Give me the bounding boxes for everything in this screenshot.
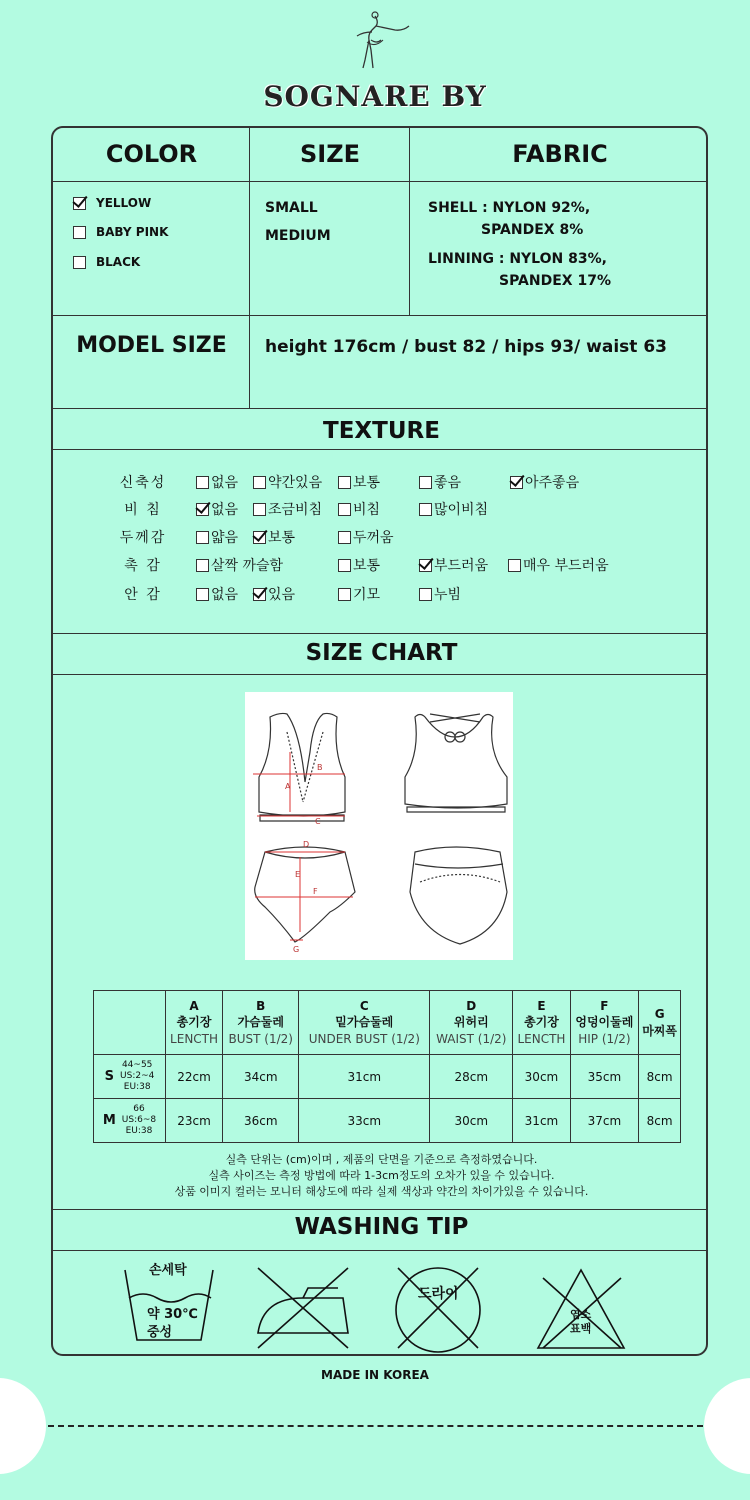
note-line: 상품 이미지 컬러는 모니터 해상도에 따라 실제 색상과 약간의 차이가있을 수 있습니다. bbox=[174, 1185, 589, 1198]
decor-circle-left bbox=[0, 1378, 46, 1474]
diagram-label-g: G bbox=[293, 945, 300, 954]
checkbox-icon[interactable] bbox=[196, 476, 209, 489]
size-cell: M 66 US:6~8 EU:38 bbox=[94, 1099, 166, 1143]
diagram-label-b: B bbox=[317, 763, 323, 772]
washing-title: WASHING TIP bbox=[294, 1214, 469, 1240]
texture-option[interactable] bbox=[338, 555, 380, 575]
diagram-label-d: D bbox=[303, 840, 310, 849]
table-cell: 28cm bbox=[430, 1055, 513, 1099]
checkbox-icon[interactable] bbox=[73, 226, 86, 239]
texture-option-label: 기모 bbox=[353, 587, 381, 603]
size-table-header bbox=[94, 991, 681, 1055]
texture-option[interactable] bbox=[338, 584, 380, 604]
texture-option-label: 살짝 까슬함 bbox=[211, 558, 284, 574]
texture-option-label: 많이비침 bbox=[434, 502, 489, 518]
texture-option[interactable] bbox=[510, 472, 579, 492]
table-corner bbox=[94, 991, 166, 1055]
note-line: 실측 사이즈는 측정 방법에 따라 1-3cm정도의 오차가 있을 수 있습니다. bbox=[208, 1169, 555, 1182]
table-cell: 8cm bbox=[639, 1099, 681, 1143]
bleach-label-2: 표백 bbox=[570, 1322, 592, 1335]
col-f: F 엉덩이둘레 HIP (1/2) bbox=[570, 991, 639, 1055]
checkbox-icon[interactable] bbox=[338, 559, 351, 572]
size-small: SMALL bbox=[265, 200, 318, 216]
table-cell: 30cm bbox=[513, 1055, 570, 1099]
texture-option[interactable] bbox=[196, 584, 238, 604]
decor-circle-right bbox=[704, 1378, 750, 1474]
texture-row bbox=[53, 584, 710, 606]
handwash-neutral: 중성 bbox=[147, 1325, 173, 1340]
texture-option[interactable] bbox=[253, 472, 322, 492]
texture-option-label: 매우 부드러움 bbox=[523, 558, 609, 574]
table-row bbox=[94, 1055, 681, 1099]
brand-name: SOGNARE BY bbox=[263, 80, 487, 113]
texture-option[interactable] bbox=[338, 499, 380, 519]
table-cell: 34cm bbox=[223, 1055, 299, 1099]
washing-icons bbox=[113, 1258, 673, 1353]
brand-header bbox=[0, 10, 750, 113]
product-info-card bbox=[51, 126, 708, 1356]
checkbox-icon[interactable] bbox=[253, 476, 266, 489]
checkbox-icon[interactable] bbox=[338, 503, 351, 516]
table-cell: 31cm bbox=[513, 1099, 570, 1143]
texture-option-label: 부드러움 bbox=[434, 558, 489, 574]
color-label: BLACK bbox=[96, 255, 141, 269]
texture-option-label: 보통 bbox=[353, 475, 381, 491]
ballerina-logo-icon bbox=[335, 10, 415, 72]
model-size-value: height 176cm / bust 82 / hips 93/ waist 63 bbox=[265, 337, 667, 357]
texture-option[interactable] bbox=[419, 499, 488, 519]
divider bbox=[409, 128, 410, 315]
texture-row bbox=[53, 472, 710, 494]
checkbox-icon[interactable] bbox=[338, 588, 351, 601]
texture-option[interactable] bbox=[196, 555, 283, 575]
diagram-label-e: E bbox=[295, 870, 301, 879]
size-chart-title: SIZE CHART bbox=[305, 640, 458, 666]
size-cell: S 44~55 US:2~4 EU:38 bbox=[94, 1055, 166, 1099]
made-in-label: MADE IN KOREA bbox=[321, 1368, 429, 1382]
fabric-lining-line2: SPANDEX 17% bbox=[499, 273, 611, 289]
texture-row bbox=[53, 499, 710, 521]
texture-option-label: 두꺼움 bbox=[353, 530, 394, 546]
table-cell: 35cm bbox=[570, 1055, 639, 1099]
table-cell: 33cm bbox=[299, 1099, 430, 1143]
handwash-label: 손세탁 bbox=[149, 1263, 187, 1278]
texture-option[interactable] bbox=[253, 499, 322, 519]
checkbox-checked-icon[interactable] bbox=[510, 476, 523, 489]
texture-option[interactable] bbox=[196, 499, 238, 519]
texture-title: TEXTURE bbox=[323, 418, 440, 444]
col-a: A 총기장 LENCTH bbox=[166, 991, 223, 1055]
texture-option-label: 없음 bbox=[211, 502, 239, 518]
size-table bbox=[93, 990, 681, 1143]
checkbox-icon[interactable] bbox=[419, 588, 432, 601]
garment-diagram bbox=[245, 692, 513, 960]
checkbox-checked-icon[interactable] bbox=[419, 559, 432, 572]
texture-row bbox=[53, 555, 710, 577]
table-cell: 31cm bbox=[299, 1055, 430, 1099]
size-medium: MEDIUM bbox=[265, 228, 331, 244]
texture-option[interactable] bbox=[419, 584, 461, 604]
color-option-baby-pink[interactable] bbox=[73, 225, 168, 239]
table-cell: 36cm bbox=[223, 1099, 299, 1143]
divider bbox=[53, 674, 706, 675]
divider bbox=[53, 633, 706, 634]
diagram-label-f: F bbox=[313, 887, 318, 896]
texture-option[interactable] bbox=[196, 527, 238, 547]
color-label: BABY PINK bbox=[96, 225, 169, 239]
fabric-shell-line2: SPANDEX 8% bbox=[481, 222, 584, 238]
dashed-divider bbox=[48, 1425, 703, 1427]
texture-option-label: 약간있음 bbox=[268, 475, 323, 491]
bleach-label-1: 염소 bbox=[570, 1308, 592, 1321]
divider bbox=[53, 1209, 706, 1210]
divider bbox=[53, 315, 706, 316]
texture-option-label: 비침 bbox=[353, 502, 381, 518]
color-header: COLOR bbox=[105, 140, 198, 168]
divider bbox=[53, 1250, 706, 1251]
texture-option[interactable] bbox=[508, 555, 609, 575]
texture-row-label: 신축성 bbox=[119, 475, 167, 491]
divider bbox=[249, 128, 250, 408]
checkbox-checked-icon[interactable] bbox=[73, 197, 86, 210]
table-cell: 8cm bbox=[639, 1055, 681, 1099]
color-option-black[interactable] bbox=[73, 255, 140, 269]
col-d: D 위허리 WAIST (1/2) bbox=[430, 991, 513, 1055]
size-notes bbox=[53, 1152, 710, 1200]
table-cell: 30cm bbox=[430, 1099, 513, 1143]
texture-row-label: 두께감 bbox=[119, 530, 167, 546]
fabric-header: FABRIC bbox=[512, 140, 608, 168]
handwash-temp: 약 30℃ bbox=[147, 1307, 198, 1322]
table-cell: 37cm bbox=[570, 1099, 639, 1143]
texture-option[interactable] bbox=[419, 472, 461, 492]
dryer-label: 드라이 bbox=[418, 1286, 459, 1302]
table-cell: 23cm bbox=[166, 1099, 223, 1143]
checkbox-checked-icon[interactable] bbox=[196, 503, 209, 516]
texture-option[interactable] bbox=[253, 527, 295, 547]
size-header: SIZE bbox=[299, 140, 360, 168]
texture-option-label: 좋음 bbox=[434, 475, 462, 491]
texture-option-label: 보통 bbox=[353, 558, 381, 574]
texture-option-label: 아주좋음 bbox=[525, 475, 580, 491]
model-size-label: MODEL SIZE bbox=[76, 333, 227, 358]
texture-option[interactable] bbox=[196, 472, 238, 492]
texture-option-label: 없음 bbox=[211, 587, 239, 603]
table-row bbox=[94, 1099, 681, 1143]
checkbox-icon[interactable] bbox=[196, 531, 209, 544]
texture-row-label: 안 감 bbox=[124, 587, 162, 603]
texture-option-label: 얇음 bbox=[211, 530, 239, 546]
checkbox-icon[interactable] bbox=[196, 559, 209, 572]
texture-option-label: 조금비침 bbox=[268, 502, 323, 518]
col-g: G 마찌폭 bbox=[639, 991, 681, 1055]
checkbox-icon[interactable] bbox=[338, 531, 351, 544]
col-c: C 밑가슴둘레 UNDER BUST (1/2) bbox=[299, 991, 430, 1055]
texture-row-label: 촉 감 bbox=[124, 558, 162, 574]
note-line: 실측 단위는 (cm)이며 , 제품의 단면을 기준으로 측정하였습니다. bbox=[225, 1153, 538, 1166]
texture-option-label: 없음 bbox=[211, 475, 239, 491]
texture-option[interactable] bbox=[253, 584, 295, 604]
table-cell: 22cm bbox=[166, 1055, 223, 1099]
texture-option-label: 있음 bbox=[268, 587, 296, 603]
texture-row-label: 비 침 bbox=[124, 502, 162, 518]
texture-option[interactable] bbox=[419, 555, 488, 575]
checkbox-icon[interactable] bbox=[253, 503, 266, 516]
diagram-label-c: C bbox=[315, 817, 321, 826]
fabric-lining-line1: LINNING : NYLON 83%, bbox=[428, 251, 607, 267]
checkbox-checked-icon[interactable] bbox=[253, 588, 266, 601]
checkbox-icon[interactable] bbox=[419, 503, 432, 516]
checkbox-icon[interactable] bbox=[419, 476, 432, 489]
checkbox-icon[interactable] bbox=[196, 588, 209, 601]
color-label: YELLOW bbox=[96, 196, 152, 210]
texture-option[interactable] bbox=[338, 472, 380, 492]
col-b: B 가슴둘레 BUST (1/2) bbox=[223, 991, 299, 1055]
checkbox-icon[interactable] bbox=[508, 559, 521, 572]
fabric-shell-line1: SHELL : NYLON 92%, bbox=[428, 200, 591, 216]
diagram-label-a: A bbox=[285, 782, 291, 791]
divider bbox=[53, 408, 706, 409]
checkbox-checked-icon[interactable] bbox=[253, 531, 266, 544]
texture-row bbox=[53, 527, 710, 549]
checkbox-icon[interactable] bbox=[73, 256, 86, 269]
col-e: E 총기장 LENCTH bbox=[513, 991, 570, 1055]
checkbox-icon[interactable] bbox=[338, 476, 351, 489]
divider bbox=[53, 181, 706, 182]
texture-option-label: 보통 bbox=[268, 530, 296, 546]
divider bbox=[53, 449, 706, 450]
color-option-yellow[interactable] bbox=[73, 196, 151, 210]
texture-option-label: 누빔 bbox=[434, 587, 462, 603]
texture-option[interactable] bbox=[338, 527, 394, 547]
